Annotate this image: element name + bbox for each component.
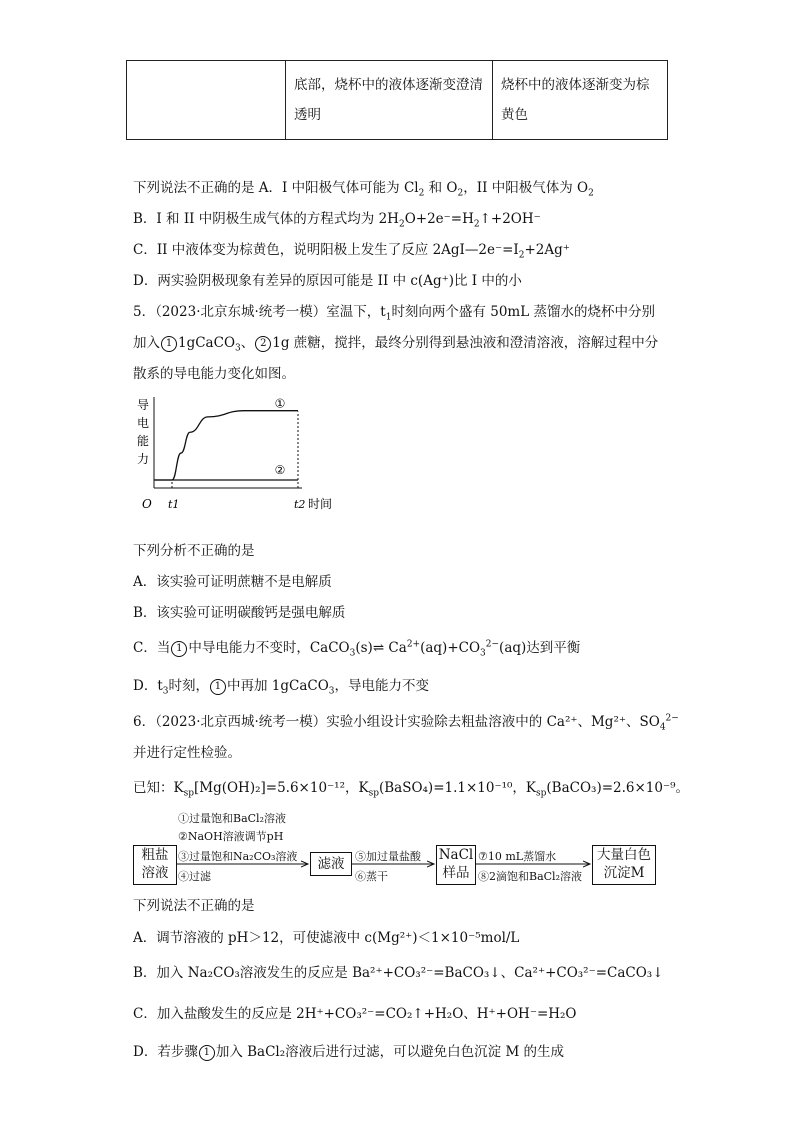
text: 下列说法不正确的是 [133, 898, 255, 914]
text: ，导电能力不变 [334, 678, 430, 694]
text: sp [183, 788, 194, 799]
y-axis-label: 导 [137, 398, 150, 412]
text: 溶液 [141, 865, 169, 881]
q4-option-b: B．I 和 II 中阴极生成气体的方程式均为 $2H_2O+2e^-=H_2↑+2OH^-$ [133, 211, 541, 230]
text: 时刻向两个盛有 50mL 蒸馏水的烧杯中分别 [391, 304, 655, 320]
text: B．加入 Na₂CO₃溶液发生的反应是 Ba²⁺+CO₃²⁻=BaCO₃↓、Ca²⁺+CO₃²⁻=CaCO₃↓ [133, 965, 664, 981]
cell-text: 黄色 [501, 107, 528, 123]
y-axis-label: 电 [137, 416, 150, 430]
q6-option-a [133, 928, 519, 948]
circled-one-icon: 1 [171, 641, 187, 657]
text: ↑+2OH⁻ [479, 211, 541, 227]
step-5: ⑤加过量盐酸 [355, 850, 421, 863]
text: 、 [240, 335, 255, 351]
circled-one-icon: 1 [210, 679, 226, 695]
q5-stem-line1: 5．（2023·北京东城·统考一模）室温下，$t_1$时刻向两个盛有 50mL 蒸馏水的烧杯中分别 [133, 304, 655, 323]
tick-label-t1: t1 [168, 498, 180, 511]
text: C．II 中液体变为棕黄色，说明阳极上发生了反应 2AgI—2e⁻=I [133, 242, 519, 258]
text: (aq)+CO [420, 640, 481, 656]
text: O+2e⁻=H [404, 211, 474, 227]
cell-text: 透明 [294, 107, 321, 123]
text: [Mg(OH)₂]=5.6×10⁻¹²，K [193, 780, 369, 796]
step-3: ③过量饱和Na₂CO₃溶液 [178, 850, 298, 863]
circled-one-icon: 1 [199, 1045, 215, 1061]
q6-stem-line1: 6．（2023·北京西城·统考一模）实验小组设计实验除去粗盐溶液中的 Ca²⁺、Mg²⁺、$SO_4^{2-}$ [133, 713, 679, 733]
text: 加入 [133, 335, 160, 351]
text: A．调节溶液的 pH＞12，可使滤液中 c(Mg²⁺)＜1×10⁻⁵mol/L [133, 930, 520, 946]
text: 并进行定性检验。 [133, 745, 241, 761]
text: B．该实验可证明碳酸钙是强电解质 [133, 605, 346, 621]
text: NaCl [438, 847, 474, 863]
origin-label: O [142, 497, 152, 511]
text: 和 O [424, 180, 458, 196]
text: 6．（2023·北京西城·统考一模）实验小组设计实验除去粗盐溶液中的 Ca²⁺、Mg²⁺、SO [133, 714, 660, 730]
text: B．I 和 II 中阴极生成气体的方程式均为 2H [133, 211, 399, 227]
text: C．加入盐酸发生的反应是 2H⁺+CO₃²⁻=CO₂↑+H₂O、H⁺+OH⁻=H₂O [133, 1006, 577, 1022]
text: 大量白色 [597, 847, 651, 863]
text: 下列说法不正确的是 A．I 中阳极气体可能为 Cl [133, 180, 419, 196]
series-2-label: ② [274, 463, 286, 477]
text: 时刻， [168, 678, 209, 694]
text: 1gCaCO [178, 335, 236, 351]
text: (s)⇌ Ca [355, 640, 407, 656]
text: 加入 BaCl₂溶液后进行过滤，可以避免白色沉淀 M 的生成 [215, 1044, 565, 1060]
text: sp [368, 788, 379, 799]
text: 下列分析不正确的是 [133, 543, 255, 559]
text: ，II 中阳极气体为 O [463, 180, 589, 196]
text: C．当 [133, 640, 171, 656]
text: 沉淀M [603, 865, 645, 881]
q5-option-d: D．$t_3$时刻， 1 中再加 1gCaCO$_3$，导电能力不变 [133, 678, 430, 697]
box-filtrate: 滤液 [310, 852, 352, 876]
text: A．该实验可证明蔗糖不是电解质 [133, 574, 332, 590]
text: 已知：K [133, 780, 184, 796]
text: 粗盐 [141, 847, 169, 863]
step-1: ①过量饱和BaCl₂溶液 [178, 812, 286, 825]
series-1-label: ① [274, 396, 286, 411]
x-axis-label: 时间 [308, 497, 333, 511]
tick-label-t2: t2 [294, 498, 306, 511]
text: (BaSO₄)=1.1×10⁻¹⁰，K [378, 780, 537, 796]
cell-text: 底部，烧杯中的液体逐渐变澄清 [294, 77, 483, 93]
text: 5．（2023·北京东城·统考一模）室温下，t [133, 304, 386, 320]
text: +2Ag⁺ [524, 242, 570, 258]
step-2: ②NaOH溶液调节pH [178, 830, 284, 843]
q6-option-b [133, 963, 664, 983]
q4-option-c: C．II 中液体变为棕黄色，说明阳极上发生了反应 $2AgI—2e^-=I_2+2Ag^+$ [133, 242, 570, 261]
y-axis-label: 力 [137, 452, 150, 466]
step-4: ④过滤 [178, 870, 211, 883]
text: 散系的导电能力变化如图。 [133, 366, 295, 382]
text: (BaCO₃)=2.6×10⁻⁹。 [546, 780, 690, 796]
step-6: ⑥蒸干 [355, 870, 388, 883]
text: 中再加 1gCaCO [226, 678, 329, 694]
text: 中导电能力不变时，CaCO [188, 640, 350, 656]
text: D．两实验阴极现象有差异的原因可能是 II 中 c(Ag⁺)比 I 中的小 [133, 273, 522, 289]
q5-option-c: C．当 1 中导电能力不变时，CaCO$_3$(s)⇌ $Ca^{2+}(aq)+CO_3^{2-}(aq)$达到平衡 [133, 639, 581, 659]
q4-option-a: 下列说法不正确的是 A．I 中阳极气体可能为 $Cl_2$ 和 $O_2$，II 中阳极气体为 $O_2$ [133, 180, 594, 199]
circled-two-icon: 2 [255, 336, 271, 352]
q6-prompt [133, 896, 255, 916]
step-7: ⑦10 mL蒸馏水 [478, 850, 557, 863]
cell-text: 烧杯中的液体逐渐变为棕 [501, 77, 650, 93]
text: 样品 [442, 865, 470, 881]
text: (aq)达到平衡 [499, 640, 581, 656]
q5-stem-line2: 加入 1 1gCaCO$_3$、 2 1g 蔗糖，搅拌，最终分别得到悬浊液和澄清溶液，溶解过程中分 [133, 335, 659, 354]
circled-one-icon: 1 [161, 336, 177, 352]
step-8: ⑧2滴饱和BaCl₂溶液 [478, 870, 582, 883]
text: 1g 蔗糖，搅拌，最终分别得到悬浊液和澄清溶液，溶解过程中分 [272, 335, 659, 351]
text: D．t [133, 678, 163, 694]
text: sp [536, 788, 547, 799]
y-axis-label: 能 [137, 434, 150, 448]
q6-option-c [133, 1004, 577, 1024]
q6-option-d [133, 1042, 564, 1062]
text: D．若步骤 [133, 1044, 198, 1060]
